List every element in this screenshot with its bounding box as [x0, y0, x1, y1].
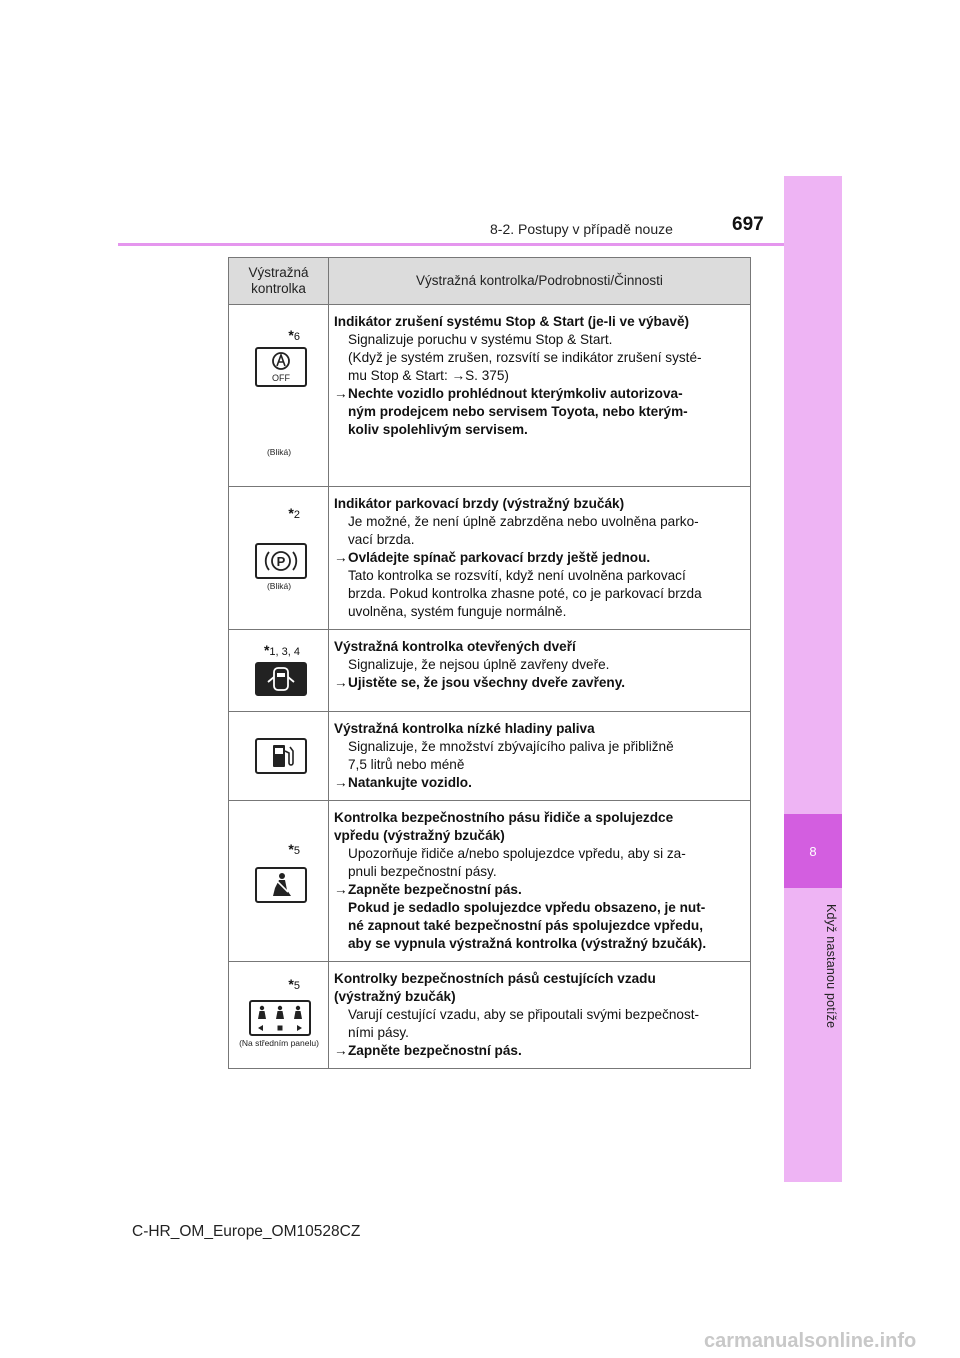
details-cell: [329, 630, 751, 712]
footnote-mark: *2: [288, 505, 300, 521]
indicator-title: Kontrolky bezpečnostních pásů cestujících vzadu: [334, 971, 656, 986]
low-fuel-icon: [255, 738, 307, 774]
arrow-icon: →: [334, 386, 348, 401]
arrow-icon: →: [334, 550, 348, 565]
indicator-caption: (Bliká): [266, 447, 292, 457]
warning-lights-table: [228, 257, 751, 1069]
indicator-cell: [229, 962, 329, 1069]
indicator-title: Indikátor parkovací brzdy (výstražný bzučák): [334, 496, 625, 511]
action-line: Pokud je sedadlo spolujezdce vpředu obsazeno, je nut-: [348, 900, 706, 915]
detail-line: (Když je systém zrušen, rozsvítí se indikátor zrušení systé-: [348, 350, 702, 365]
action-line: → Nechte vozidlo prohlédnout kterýmkoliv autorizova-: [334, 386, 683, 401]
detail-line: uvolněna, systém funguje normálně.: [348, 604, 567, 619]
detail-line: Je možné, že není úplně zabrzděna nebo uvolněna parko-: [348, 514, 699, 529]
table-row: [229, 487, 751, 630]
footnote-mark: *6: [288, 327, 300, 343]
action-line: → Ujistěte se, že jsou všechny dveře zavřeny.: [334, 675, 626, 690]
details-cell: [329, 962, 751, 1069]
detail-line: ními pásy.: [348, 1025, 409, 1040]
action-line: → Zapněte bezpečnostní pás.: [334, 1043, 522, 1058]
footnote-mark: *5: [288, 841, 300, 857]
detail-line: Signalizuje, že nejsou úplně zavřeny dveře.: [348, 657, 610, 672]
details-cell: [329, 712, 751, 801]
detail-line: brzda. Pokud kontrolka zhasne poté, co je parkovací brzda: [348, 586, 702, 601]
indicator-cell: [229, 630, 329, 712]
indicator-caption: (Na středním panelu): [239, 1038, 319, 1048]
table-header-row: [229, 258, 751, 305]
stop-start-off-icon: [255, 347, 307, 387]
action-line: aby se vypnula výstražná kontrolka (výstražný bzučák).: [348, 936, 707, 951]
table-row: [229, 305, 751, 487]
arrow-icon: →: [334, 882, 348, 897]
table-row: [229, 712, 751, 801]
arrow-icon: →: [334, 1043, 348, 1058]
column-header-details: Výstražná kontrolka/Podrobnosti/Činnosti: [329, 258, 751, 305]
svg-text:OFF: OFF: [272, 373, 290, 383]
chapter-number: 8: [784, 814, 842, 888]
detail-line: Tato kontrolka se rozsvítí, když není uvolněna parkovací: [348, 568, 686, 583]
open-door-icon: [255, 662, 307, 696]
action-line: né zapnout také bezpečnostní pás spolujezdce vpředu,: [348, 918, 704, 933]
action-line: ným prodejcem nebo servisem Toyota, nebo kterým-: [348, 404, 688, 419]
detail-line: vací brzda.: [348, 532, 415, 547]
action-line: → Ovládejte spínač parkovací brzdy ještě jednou.: [334, 550, 651, 565]
table-row: [229, 630, 751, 712]
indicator-title: Výstražná kontrolka otevřených dveří: [334, 639, 576, 654]
detail-line: mu Stop & Start: →S. 375): [348, 368, 509, 383]
indicator-cell: [229, 801, 329, 962]
arrow-icon: →: [334, 775, 348, 790]
details-cell: [329, 801, 751, 962]
section-title: 8-2. Postupy v případě nouze: [490, 221, 673, 237]
action-line: → Zapněte bezpečnostní pás.: [334, 882, 522, 897]
table-row: [229, 962, 751, 1069]
parking-brake-icon: [255, 543, 307, 579]
chapter-side-tab: [784, 176, 842, 1182]
svg-text:P: P: [276, 554, 286, 569]
indicator-title: Indikátor zrušení systému Stop & Start (je-li ve výbavě): [334, 314, 690, 329]
footnote-mark: *1, 3, 4: [263, 642, 300, 658]
indicator-cell: [229, 487, 329, 630]
indicator-title: vpředu (výstražný bzučák): [334, 828, 505, 843]
document-code: C-HR_OM_Europe_OM10528CZ: [132, 1223, 361, 1240]
action-line: → Natankujte vozidlo.: [334, 775, 472, 790]
chapter-title: Když nastanou potíže: [824, 904, 838, 1029]
rear-seatbelt-icon: [249, 1000, 311, 1036]
indicator-title: Kontrolka bezpečnostního pásu řidiče a spolujezdce: [334, 810, 674, 825]
detail-line: Upozorňuje řidiče a/nebo spolujezdce vpředu, aby si za-: [348, 846, 686, 861]
detail-line: pnuli bezpečnostní pásy.: [348, 864, 497, 879]
page-number: 697: [732, 214, 764, 235]
indicator-title: (výstražný bzučák): [334, 989, 456, 1004]
column-header-indicator: Výstražná kontrolka: [229, 258, 329, 305]
detail-line: Varují cestující vzadu, aby se připoutali svými bezpečnost-: [348, 1007, 700, 1022]
indicator-cell: [229, 305, 329, 487]
header-divider: [118, 243, 784, 246]
indicator-title: Výstražná kontrolka nízké hladiny paliva: [334, 721, 595, 736]
footnote-mark: *5: [288, 976, 300, 992]
detail-line: Signalizuje poruchu v systému Stop & Start.: [348, 332, 613, 347]
action-line: koliv spolehlivým servisem.: [348, 422, 528, 437]
seatbelt-icon: [255, 867, 307, 903]
details-cell: [329, 305, 751, 487]
details-cell: [329, 487, 751, 630]
detail-line: 7,5 litrů nebo méně: [348, 757, 465, 772]
table-row: [229, 801, 751, 962]
indicator-cell: [229, 712, 329, 801]
indicator-caption: (Bliká): [266, 581, 292, 591]
arrow-icon: →: [334, 675, 348, 690]
detail-line: Signalizuje, že množství zbývajícího paliva je přibližně: [348, 739, 674, 754]
watermark: carmanualsonline.info: [704, 1330, 917, 1352]
